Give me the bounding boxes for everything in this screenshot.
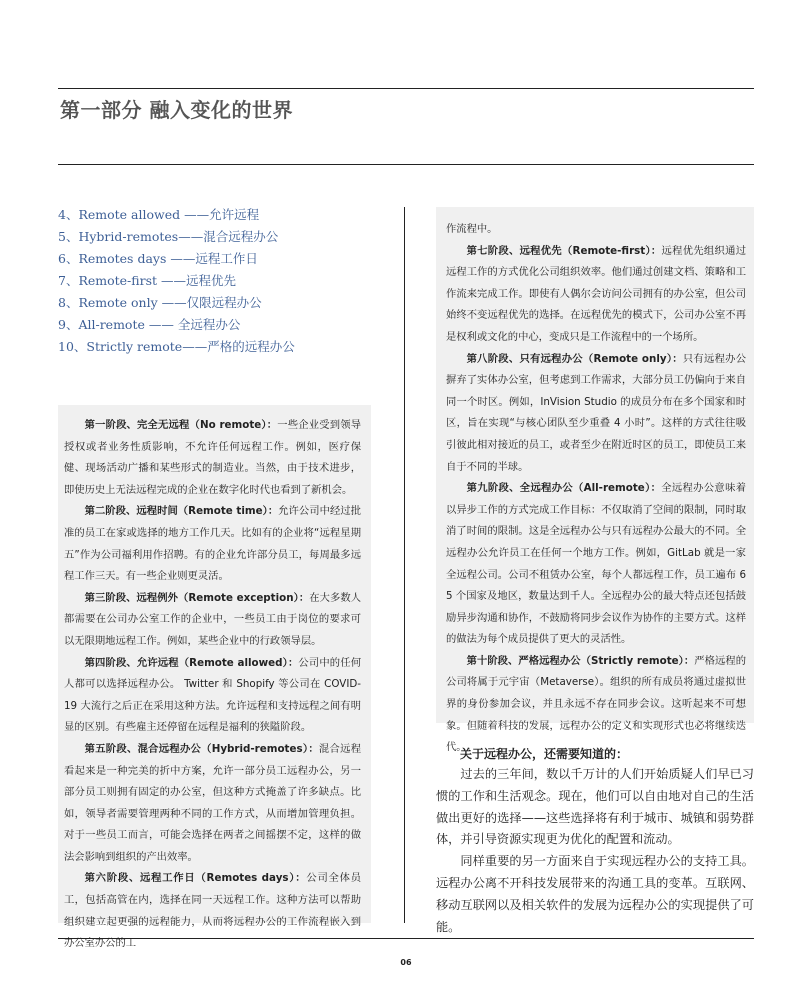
list-item: 7、Remote-first ——远程优先 xyxy=(58,273,237,288)
stage-3-paragraph xyxy=(64,588,361,653)
remote-levels-list xyxy=(58,204,295,358)
page-title: 第一部分 融入变化的世界 xyxy=(60,98,293,122)
stage-10-body: 严格远程的公司将属于元宇宙（Metaverse）。组织的所有成员将通过虚拟世界的身份参加会议，并且永远不存在同步会议。这听起来不可想象。但随着科技的发展，远程办公的定义和实现形式也必将继续迭代。 xyxy=(446,654,747,754)
stage-6-body: 公司全体员工，包括高管在内，选择在同一天远程工作。这种方法可以帮助组织建立起更强的远程能力，从而将远程办公的工作流程嵌入到办公室办公的工 xyxy=(64,872,362,950)
stage-3-body: 在大多数人都需要在公司办公室工作的企业中，一些员工由于岗位的要求可以无限期地远程工作。例如，某些企业中的行政领导层。 xyxy=(64,591,362,647)
body-paragraph-2: 同样重要的另一方面来自于实现远程办公的支持工具。远程办公离不开科技发展带来的沟通工具的变革。互联网、移动互联网以及相关软件的发展为远程办公的实现提供了可能。 xyxy=(436,854,754,934)
list-item: 6、Remotes days ——远程工作日 xyxy=(58,251,258,266)
stage-1-title: 第一阶段、完全无远程（No remote）： xyxy=(84,419,278,431)
stage-7-body: 远程优先组织通过远程工作的方式优化公司组织效率。他们通过创建文档、策略和工作流来完成工作。即使有人偶尔会访问公司拥有的办公室，但公司始终不变远程优先的选择。在远程优先的模式下，公司办公室不再是权利或文化的中心，变成只是工作流程中的一个场所。 xyxy=(446,244,747,343)
header-bottom-rule xyxy=(58,164,754,165)
footer-rule xyxy=(58,938,754,939)
stage-7-paragraph xyxy=(446,241,746,349)
section-heading: 关于远程办公，还需要知道的： xyxy=(460,747,629,761)
page-number: 06 xyxy=(400,958,412,967)
stage-8-paragraph xyxy=(446,349,746,479)
list-item: 4、Remote allowed ——允许远程 xyxy=(58,207,260,222)
stage-6-continuation: 作流程中。 xyxy=(446,223,498,235)
stage-9-body: 全远程办公意味着以异步工作的方式完成工作目标：不仅取消了空间的限制，同时取消了时间的限制。这是全远程办公与只有远程办公最大的不同。全远程办公允许员工在任何一个地方工作。例如，GitLab 就是一家全远程公司。公司不租赁办公室，每个人都远程工作，员工遍布 65 个国家及地区，数量达到千人。全远程办公的最大特点还包括鼓励异步沟通和协作，不鼓励将同步会议作为协作的主要方式。这样的做法为每个成员提供了更大的灵活性。 xyxy=(446,482,747,646)
stage-10-paragraph xyxy=(446,651,746,759)
stage-4-paragraph xyxy=(64,653,361,739)
stage-4-body: 公司中的任何人都可以选择远程办公。 Twitter 和 Shopify 等公司在 COVID-19 大流行之后正在采用这种方法。允许远程和支持远程之间有明显的区别。有些雇主还停留在远程是福利的狭隘阶段。 xyxy=(64,656,361,734)
stage-10-title: 第十阶段、严格远程办公（Strictly remote）： xyxy=(466,654,695,667)
stage-5-paragraph xyxy=(64,739,361,869)
body-paragraph-1: 过去的三年间，数以千万计的人们开始质疑人们早已习惯的工作和生活观念。现在，他们可以自由地对自己的生活做出更好的选择——这些选择将有利于城市、城镇和弱势群体，并引导资源实现更为优化的配置和流动。 xyxy=(436,767,754,847)
top-rule xyxy=(58,88,754,89)
column-divider xyxy=(404,207,405,923)
stage-2-body: 允许公司中经过批准的员工在家或选择的地方工作几天。比如有的企业将“远程星期五”作为公司福利用作招聘。有的企业允许部分员工，每周最多远程工作三天。有一些企业则更灵活。 xyxy=(64,505,361,583)
stage-5-body: 混合远程看起来是一种完美的折中方案，允许一部分员工远程办公，另一部分员工则拥有固定的办公室，但这种方式掩盖了许多缺点。比如，领导者需要管理两种不同的工作方式，从而增加管理负担。对于一些员工而言，可能会选择在两者之间摇摆不定，这样的做法会影响到组织的产出效率。 xyxy=(64,742,362,863)
stage-2-paragraph xyxy=(64,501,361,587)
stage-6-title: 第六阶段、远程工作日（Remotes days）： xyxy=(84,872,307,885)
stage-1-body: 一些企业受到领导授权或者业务性质影响，不允许任何远程工作。例如，医疗保健、现场活动广播和某些形式的制造业。当然，由于技术进步，即使历史上无法远程完成的企业在数字化时代也看到了新机会。 xyxy=(64,419,361,496)
stage-8-body: 只有远程办公摒弃了实体办公室，但考虑到工作需求，大部分员工仍偏向于来自同一个时区。例如，InVision Studio 的成员分布在多个国家和时区，旨在实现“与核心团队至少重叠 4 小时”。这样的方式往往吸引彼此相对接近的员工，或者至少在附近时区的员工，即使员工来自于不同的半球。 xyxy=(446,352,747,473)
stage-9-paragraph xyxy=(446,478,746,651)
stage-2-title: 第二阶段、远程时间（Remote time）： xyxy=(84,505,279,518)
stages-box-left xyxy=(58,405,371,950)
stage-5-title: 第五阶段、混合远程办公（Hybrid-remotes）： xyxy=(84,742,319,755)
stage-6-paragraph xyxy=(64,868,361,954)
stage-4-title: 第四阶段、允许远程（Remote allowed）： xyxy=(84,656,299,669)
stage-7-title: 第七阶段、远程优先（Remote-first）： xyxy=(466,244,662,257)
list-item: 8、Remote only ——仅限远程办公 xyxy=(58,295,262,310)
stage-1-paragraph xyxy=(64,415,361,501)
extra-notes-section xyxy=(436,744,754,938)
list-item: 10、Strictly remote——严格的远程办公 xyxy=(58,339,295,354)
list-item: 9、All-remote —— 全远程办公 xyxy=(58,317,241,332)
list-item: 5、Hybrid-remotes——混合远程办公 xyxy=(58,229,279,244)
stage-8-title: 第八阶段、只有远程办公（Remote only）： xyxy=(466,352,683,365)
stage-9-title: 第九阶段、全远程办公（All-remote）： xyxy=(466,482,662,495)
stage-3-title: 第三阶段、远程例外（Remote exception）： xyxy=(84,591,310,604)
